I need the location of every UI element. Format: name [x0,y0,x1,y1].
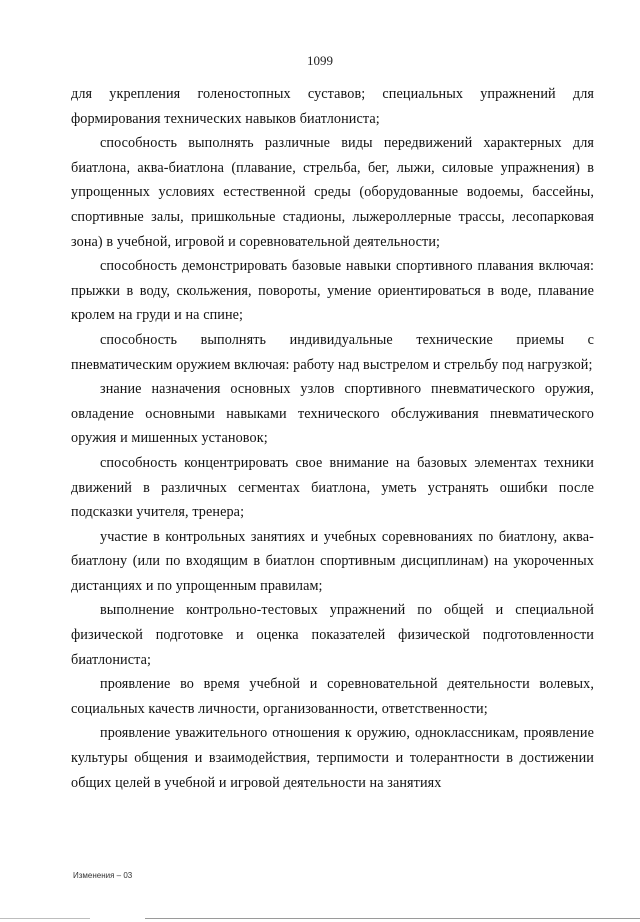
paragraph: знание назначения основных узлов спортивного пневматического оружия, овладение основными навыками технического обслуживания пневматического оружия и мишенных установок; [71,381,594,447]
paragraph: проявление во время учебной и соревновательной деятельности волевых, социальных качеств личности, организованности, ответственности; [71,676,594,717]
scan-edge-left [0,918,90,919]
page-number: 1099 [307,53,333,68]
scan-edge [145,918,640,919]
paragraph: для укрепления голеностопных суставов; специальных упражнений для формирования технических навыков биатлониста; [71,86,594,127]
paragraph: способность концентрировать свое внимание на базовых элементах техники движений в различных сегментах биатлона, уметь устранять ошибки после подсказки учителя, тренера; [71,454,594,521]
paragraph: выполнение контрольно-тестовых упражнений по общей и специальной физической подготовке и оценка показателей физической подготовленности биатлониста; [71,602,594,668]
paragraph: способность выполнять различные виды передвижений характерных для биатлона, аква-биатлона (плавание, стрельба, бег, лыжи, силовые упражнения) в упрощенных условиях естественной среды (оборудованные водоемы, бассейны, спортивные залы, пришкольные стадионы, лыжероллерные трассы, лесопарковая зона) в учебной, игровой и соревновательной деятельности; [71,135,594,250]
document-body [71,82,594,795]
revision-footer: Изменения – 03 [73,871,133,880]
paragraph: проявление уважительного отношения к оружию, одноклассникам, проявление культуры общения и взаимодействия, терпимости и толерантности в достижении общих целей в учебной и игровой деятельности на занятиях [71,725,594,791]
paragraph: способность выполнять индивидуальные технические приемы с пневматическим оружием включая: работу над выстрелом и стрельбу под нагрузкой; [71,331,594,373]
paragraph: участие в контрольных занятиях и учебных соревнованиях по биатлону, аква-биатлону (или по входящим в биатлон спортивным дисциплинам) на укороченных дистанциях и по упрощенным правилам; [71,528,594,594]
paragraph: способность демонстрировать базовые навыки спортивного плавания включая: прыжки в воду, скольжения, повороты, умение ориентироваться в воде, плавание кролем на груди и на спине; [71,258,594,324]
